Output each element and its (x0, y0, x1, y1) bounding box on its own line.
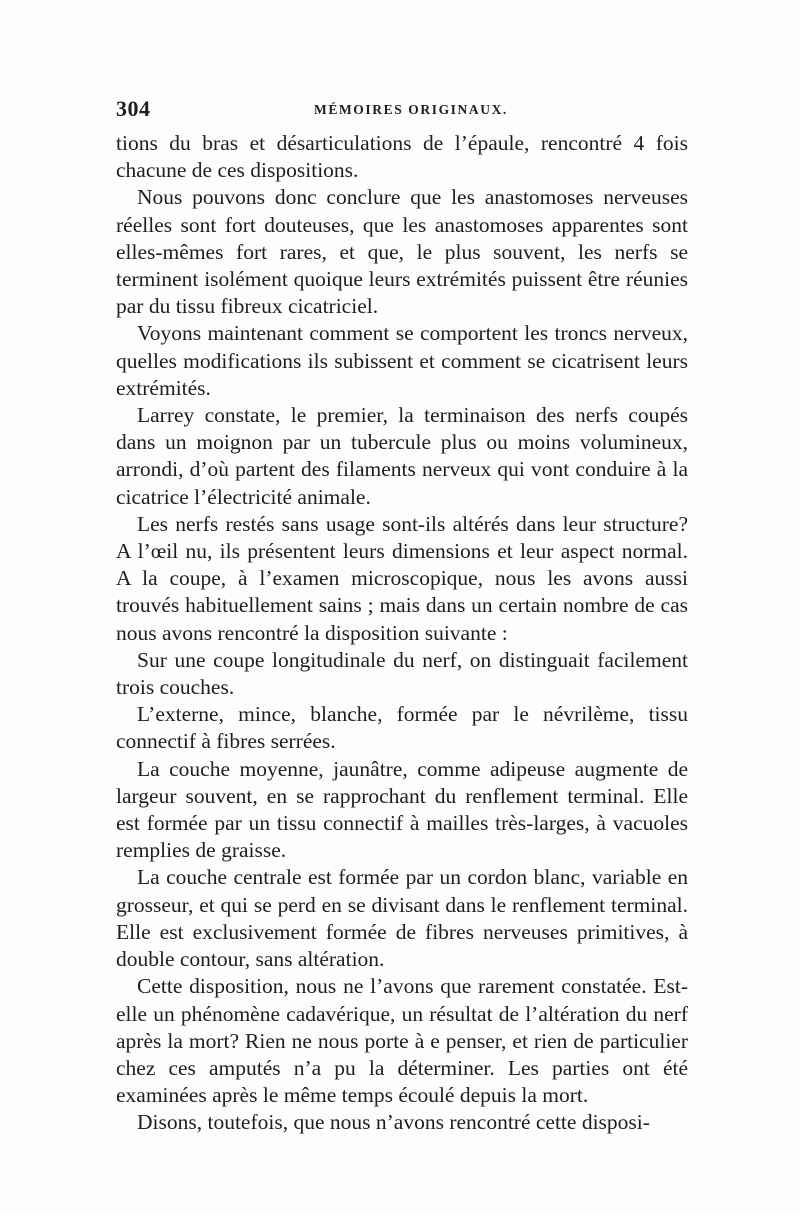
running-title: MÉMOIRES ORIGINAUX. (314, 102, 508, 117)
paragraph: Nous pouvons donc conclure que les anastomoses nerveuses réelles sont fort douteuses, que les anastomoses apparentes sont elles-mêmes fort rares, et que, le plus souvent, les nerfs se terminent isolément quoique leurs extrémités puissent être réunies par du tissu fibreux cicatriciel. (116, 185, 688, 319)
running-head (116, 96, 686, 122)
paragraph: tions du bras et désarticulations de l’épaule, rencontré 4 fois chacune de ces dispositions. (116, 131, 688, 183)
paragraph: Larrey constate, le premier, la terminaison des nerfs coupés dans un moignon par un tubercule plus ou moins volumineux, arrondi, d’où partent des filaments nerveux qui vont conduire à la cicatrice l’électricité animale. (116, 403, 688, 509)
paragraph: Cette disposition, nous ne l’avons que rarement constatée. Est-elle un phénomène cadavérique, un résultat de l’altération du nerf après la mort? Rien ne nous porte à e penser, et rien de particulier chez ces amputés n’a pu la déterminer. Les parties ont été examinées après le même temps écoulé depuis la mort. (116, 974, 688, 1108)
paragraph: Voyons maintenant comment se comportent les troncs nerveux, quelles modifications ils subissent et comment se cicatrisent leurs extrémités. (116, 321, 688, 400)
page-number: 304 (116, 96, 151, 121)
paragraph: Disons, toutefois, que nous n’avons rencontré cette disposi- (137, 1110, 650, 1135)
paragraph: L’externe, mince, blanche, formée par le névrilème, tissu connectif à fibres serrées. (116, 702, 688, 754)
body-text (116, 130, 688, 1137)
paragraph: La couche moyenne, jaunâtre, comme adipeuse augmente de largeur souvent, en se rapprochant du renflement terminal. Elle est formée par un tissu connectif à mailles très-larges, à vacuoles remplies de graisse. (116, 756, 688, 863)
paragraph: Sur une coupe longitudinale du nerf, on distinguait facilement trois couches. (116, 647, 688, 700)
paragraph: La couche centrale est formée par un cordon blanc, variable en grosseur, et qui se perd en se divisant dans le renflement terminal. Elle est exclusivement formée de fibres nerveuses primitives, à double contour, sans altération. (116, 865, 688, 972)
paragraph: Les nerfs restés sans usage sont-ils altérés dans leur structure? A l’œil nu, ils présentent leurs dimensions et leur aspect normal. A la coupe, à l’examen microscopique, nous les avons aussi trouvés habituellement sains ; mais dans un certain nombre de cas nous avons rencontré la disposition suivante : (116, 511, 688, 645)
